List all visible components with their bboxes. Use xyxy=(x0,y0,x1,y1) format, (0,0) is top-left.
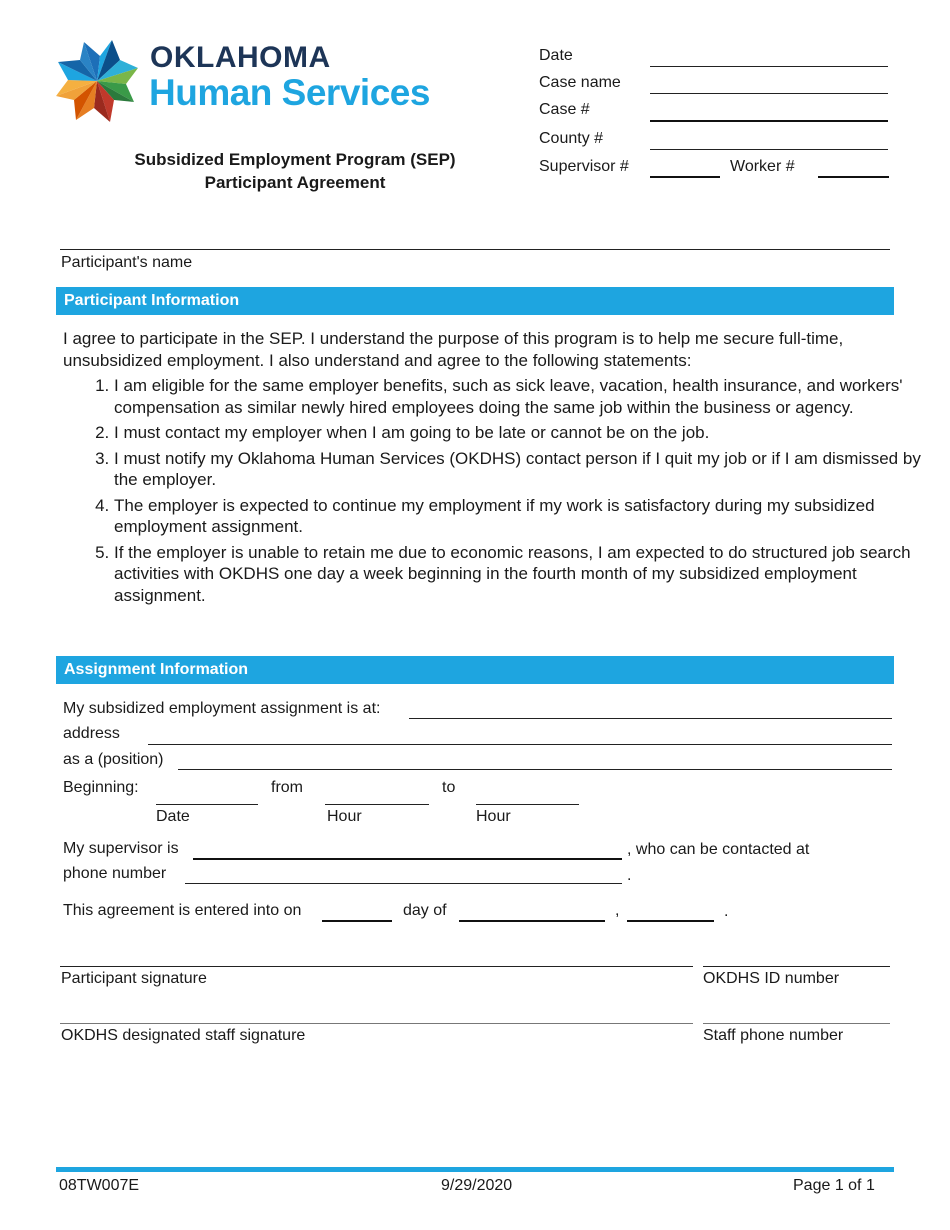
hour-caption-to: Hour xyxy=(476,808,511,825)
agreement-statements-list xyxy=(80,375,934,610)
staff-signature-label: OKDHS designated staff signature xyxy=(61,1027,306,1044)
participant-signature-field[interactable] xyxy=(60,966,693,967)
assignment-at-label: My subsidized employment assignment is at: xyxy=(63,700,381,717)
beginning-date-field[interactable] xyxy=(156,804,258,805)
date-end-period: . xyxy=(724,903,729,920)
address-field[interactable] xyxy=(148,744,892,745)
okdhs-id-label: OKDHS ID number xyxy=(703,970,840,987)
day-of-label: day of xyxy=(403,902,447,919)
assignment-at-field[interactable] xyxy=(409,718,892,719)
entered-into-label: This agreement is entered into on xyxy=(63,902,302,919)
participant-signature-label: Participant signature xyxy=(61,970,207,987)
position-label: as a (position) xyxy=(63,751,164,768)
agreement-year-field[interactable] xyxy=(627,920,714,922)
staff-phone-label: Staff phone number xyxy=(703,1027,844,1044)
case-name-label: Case name xyxy=(539,74,621,91)
logo-human-services-text: Human Services xyxy=(149,72,430,113)
address-label: address xyxy=(63,725,120,742)
footer-form-number: 08TW007E xyxy=(59,1177,140,1194)
phone-number-field[interactable] xyxy=(185,883,622,884)
from-label: from xyxy=(271,779,303,796)
assignment-info-heading: Assignment Information xyxy=(56,656,894,684)
date-label: Date xyxy=(539,47,573,64)
form-title-line2: Participant Agreement xyxy=(204,173,386,192)
participant-name-field[interactable] xyxy=(60,249,890,250)
footer-page-number: Page 1 of 1 xyxy=(793,1177,875,1194)
participant-intro-text: I agree to participate in the SEP. I understand the purpose of this program is to help me secure full-time, unsubsidized employment. I also understand and agree to the following statements: xyxy=(63,329,844,370)
worker-number-field[interactable] xyxy=(818,176,889,178)
date-caption: Date xyxy=(156,808,190,825)
county-number-field[interactable] xyxy=(650,149,888,150)
phone-number-label: phone number xyxy=(63,865,167,882)
list-item: 1. I am eligible for the same employer benefits, such as sick leave, vacation, health insurance, and workers' compensation as similar newly hired employees doing the same job within the business or agency. xyxy=(114,375,934,418)
to-label: to xyxy=(442,779,456,796)
case-number-field[interactable] xyxy=(650,120,888,122)
okdhs-id-field[interactable] xyxy=(703,966,890,967)
supervisor-number-label: Supervisor # xyxy=(539,158,629,175)
list-item: 4. The employer is expected to continue my employment if my work is satisfactory during my subsidized employment assignment. xyxy=(114,495,934,538)
participant-info-heading: Participant Information xyxy=(56,287,894,315)
agreement-month-field[interactable] xyxy=(459,920,605,922)
star-emblem-icon xyxy=(54,38,140,124)
position-field[interactable] xyxy=(178,769,892,770)
supervisor-label: My supervisor is xyxy=(63,840,179,857)
hour-caption-from: Hour xyxy=(327,808,362,825)
list-item: 2. I must contact my employer when I am going to be late or cannot be on the job. xyxy=(114,422,934,444)
agency-logo xyxy=(54,38,474,128)
list-item: 3. I must notify my Oklahoma Human Services (OKDHS) contact person if I quit my job or if I am dismissed by the employer. xyxy=(114,448,934,491)
supervisor-number-field[interactable] xyxy=(650,176,720,178)
staff-phone-field[interactable] xyxy=(703,1023,890,1024)
supervisor-name-field[interactable] xyxy=(193,858,622,860)
case-number-label: Case # xyxy=(539,101,590,118)
from-hour-field[interactable] xyxy=(325,804,429,805)
beginning-label: Beginning: xyxy=(63,779,139,796)
county-number-label: County # xyxy=(539,130,604,147)
list-item: 5. If the employer is unable to retain me due to economic reasons, I am expected to do structured job search activities with OKDHS one day a week beginning in the fourth month of my subsidized employment assignment. xyxy=(114,542,934,607)
date-field[interactable] xyxy=(650,66,888,67)
date-comma: , xyxy=(615,902,620,919)
footer-date: 9/29/2020 xyxy=(441,1177,513,1194)
agreement-day-field[interactable] xyxy=(322,920,392,922)
worker-number-label: Worker # xyxy=(730,158,795,175)
participant-name-label: Participant's name xyxy=(61,254,193,271)
footer-rule xyxy=(56,1167,894,1172)
staff-signature-field[interactable] xyxy=(60,1023,693,1024)
contacted-at-label: , who can be contacted at xyxy=(627,841,810,858)
logo-oklahoma-text: OKLAHOMA xyxy=(150,41,331,74)
case-name-field[interactable] xyxy=(650,93,888,94)
form-title-line1: Subsidized Employment Program (SEP) xyxy=(134,150,456,169)
phone-period: . xyxy=(627,867,632,884)
to-hour-field[interactable] xyxy=(476,804,579,805)
